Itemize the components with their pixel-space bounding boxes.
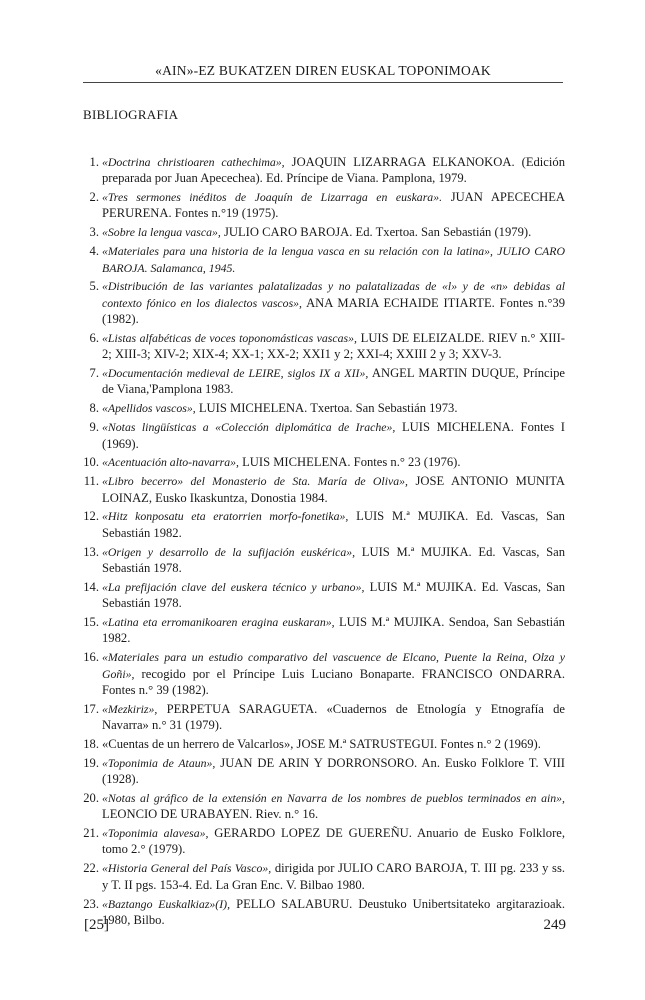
- running-head: «AIN»-EZ BUKATZEN DIREN EUSKAL TOPONIMOAK: [83, 63, 563, 83]
- entry-details: LUIS DE ELEIZALDE. RIEV n.° XIII-2; XIII-3; XIV-2; XIX-4; XX-1; XX-2; XXI1 y 2; XXI-4; XXIII 2 y 3; XXV-3.: [102, 330, 565, 362]
- entry-number: 4.: [89, 244, 99, 259]
- entry-title: «Mezkiriz»,: [102, 701, 158, 716]
- bib-entry: [83, 649, 565, 698]
- entry-number: 17.: [83, 701, 99, 716]
- bib-entry: [83, 755, 565, 788]
- entry-number: 9.: [89, 420, 99, 435]
- entry-title: «Doctrina christioaren cathechima»,: [102, 155, 285, 169]
- entry-number: 18.: [83, 736, 99, 751]
- bib-entry: [83, 243, 565, 276]
- entry-title: «Libro becerro» del Monasterio de Sta. María de Oliva»,: [102, 474, 408, 489]
- bib-entry: [83, 189, 565, 222]
- bibliography-list: [83, 154, 565, 931]
- entry-title: «Sobre la lengua vasca»,: [102, 225, 221, 240]
- entry-title: «Baztango Euskalkiaz»(I),: [102, 896, 231, 911]
- entry-details: PELLO SALABURU. Deustuko Unibertsitateko argitarazioak. 1980, Bilbo.: [102, 896, 565, 927]
- entry-details: LEONCIO DE URABAYEN. Riev. n.° 16.: [102, 807, 319, 822]
- entry-title: «Origen y desarrollo de la sufijación euskérica»,: [102, 544, 356, 559]
- page-number: 249: [543, 917, 566, 933]
- entry-details: LUIS M.ª MUJIKA. Ed. Vascas, San Sebastián 1978.: [102, 544, 565, 575]
- entry-title: «Toponimia de Ataun»,: [102, 755, 216, 770]
- entry-title: «Hitz konposatu eta eratorrien morfo-fonetika»,: [102, 509, 349, 524]
- bib-entry: [83, 508, 565, 541]
- entry-number: 23.: [83, 896, 99, 911]
- bib-entry: [83, 614, 565, 647]
- entry-title: «Acentuación alto-navarra»,: [102, 455, 239, 470]
- entry-number: 3.: [89, 225, 99, 240]
- entry-details: PERPETUA SARAGUETA. «Cuadernos de Etnología y Etnografía de Navarra» n.° 31 (1979).: [102, 701, 565, 732]
- bib-entry: [83, 825, 565, 858]
- entry-details: JULIO CARO BAROJA. Ed. Txertoa. San Sebastián (1979).: [220, 225, 532, 240]
- entry-details: LUIS M.ª MUJIKA. Ed. Vascas, San Sebastián 1982.: [102, 509, 565, 540]
- entry-number: 20.: [83, 790, 99, 805]
- entry-number: 15.: [83, 615, 99, 630]
- entry-title: «Historia General del País Vasco»,: [102, 861, 272, 876]
- entry-details: LUIS MICHELENA. Fontes I (1969).: [102, 420, 565, 451]
- bib-entry: [83, 473, 565, 506]
- entry-details: ANA MARIA ECHAIDE ITIARTE. Fontes n.°39 (1982).: [102, 295, 565, 327]
- entry-details: dirigida por JULIO CARO BAROJA, T. III pg. 233 y ss. y T. II pgs. 153-4. Ed. La Gran Enc. V. Bilbao 1980.: [102, 861, 565, 892]
- entry-number: 8.: [89, 401, 99, 416]
- bib-entry: [83, 736, 565, 752]
- entry-details: JUAN APECECHEA PERURENA. Fontes n.°19 (1975).: [102, 190, 565, 221]
- chapter-page-marker: [25]: [84, 917, 109, 933]
- bib-entry: [83, 544, 565, 577]
- entry-number: 14.: [83, 579, 99, 594]
- entry-number: 7.: [89, 366, 99, 381]
- entry-title: «Listas alfabéticas de voces toponomásticas vascas»,: [102, 330, 357, 345]
- entry-title: «Tres sermones inéditos de Joaquín de Lizarraga en euskara».: [102, 190, 443, 205]
- entry-number: 10.: [83, 455, 99, 470]
- entry-details: JUAN DE ARIN Y DORRONSORO. An. Eusko Folklore T. VIII (1928).: [102, 755, 565, 787]
- section-title: BIBLIOGRAFIA: [83, 107, 179, 122]
- entry-title: «Apellidos vascos»,: [102, 401, 196, 416]
- bib-entry: [83, 278, 565, 327]
- entry-number: 22.: [83, 861, 99, 876]
- entry-details: ANGEL MARTIN DUQUE, Príncipe de Viana,'Pamplona 1983.: [102, 366, 565, 397]
- entry-number: 6.: [89, 330, 99, 345]
- entry-title: «Documentación medieval de LEIRE, siglos IX a XII»,: [102, 366, 369, 381]
- entry-details: JOAQUIN LIZARRAGA ELKANOKOA. (Edición preparada por Juan Apecechea). Ed. Príncipe de Viana. Pamplona, 1979.: [102, 155, 565, 186]
- entry-details: LUIS M.ª MUJIKA. Sendoa, San Sebastián 1982.: [102, 615, 565, 646]
- entry-details: LUIS M.ª MUJIKA. Ed. Vascas, San Sebastián 1978.: [102, 579, 565, 611]
- bib-entry: [83, 454, 565, 470]
- bib-entry: [83, 224, 565, 240]
- bib-entry: [83, 400, 565, 416]
- entry-title: «Notas al gráfico de la extensión en Navarra de los nombres de pueblos terminados en ain»,: [102, 790, 565, 805]
- bib-entry: [83, 790, 565, 823]
- entry-details: recogido por el Príncipe Luis Luciano Bonaparte. FRANCISCO ONDARRA. Fontes n.° 39 (1982).: [102, 666, 565, 697]
- bib-entry: [83, 154, 565, 187]
- entry-number: 19.: [83, 755, 99, 770]
- bib-entry: [83, 896, 565, 929]
- entry-details: JOSE ANTONIO MUNITA LOINAZ, Eusko Ikaskuntza, Donostia 1984.: [102, 474, 566, 505]
- entry-details: GERARDO LOPEZ DE GUEREÑU. Anuario de Eusko Folklore, tomo 2.° (1979).: [102, 826, 566, 857]
- entry-title: «Materiales para una historia de la lengua vasca en su relación con la latina», JULIO CARO BAROJA. Salamanca, 1945.: [102, 244, 565, 275]
- entry-number: 12.: [83, 509, 99, 524]
- bib-entry: [83, 365, 565, 398]
- entry-title: «La prefijación clave del euskera técnico y urbano»,: [102, 579, 365, 594]
- bib-entry: [83, 860, 565, 893]
- entry-title: «Latina eta erromanikoaren eragina euskaran»,: [102, 615, 335, 630]
- bib-entry: [83, 419, 565, 452]
- bib-entry: [83, 579, 565, 612]
- entry-title: «Notas lingüísticas a «Colección diplomática de Irache»,: [102, 420, 396, 435]
- entry-details: «Cuentas de un herrero de Valcarlos», JOSE M.ª SATRUSTEGUI. Fontes n.° 2 (1969).: [102, 736, 541, 751]
- entry-title: «Toponimia alavesa»,: [102, 826, 209, 841]
- entry-number: 1.: [89, 155, 99, 169]
- entry-details: LUIS MICHELENA. Txertoa. San Sebastián 1973.: [195, 401, 458, 416]
- bib-entry: [83, 701, 565, 734]
- entry-number: 16.: [83, 650, 99, 665]
- bib-entry: [83, 330, 565, 363]
- entry-number: 21.: [83, 826, 99, 841]
- entry-number: 13.: [83, 544, 99, 559]
- entry-number: 5.: [89, 279, 99, 294]
- entry-details: LUIS MICHELENA. Fontes n.° 23 (1976).: [238, 455, 461, 470]
- entry-title: «Distribución de las variantes palatalizadas y no palatalizadas de «l» y de «n» debidas al contexto fónico en los dialectos vascos»,: [102, 279, 565, 310]
- entry-number: 2.: [89, 190, 99, 205]
- entry-title: «Materiales para un estudio comparativo del vascuence de Elcano, Puente la Reina, Olza y Goñi»,: [102, 650, 565, 681]
- entry-number: 11.: [83, 474, 99, 489]
